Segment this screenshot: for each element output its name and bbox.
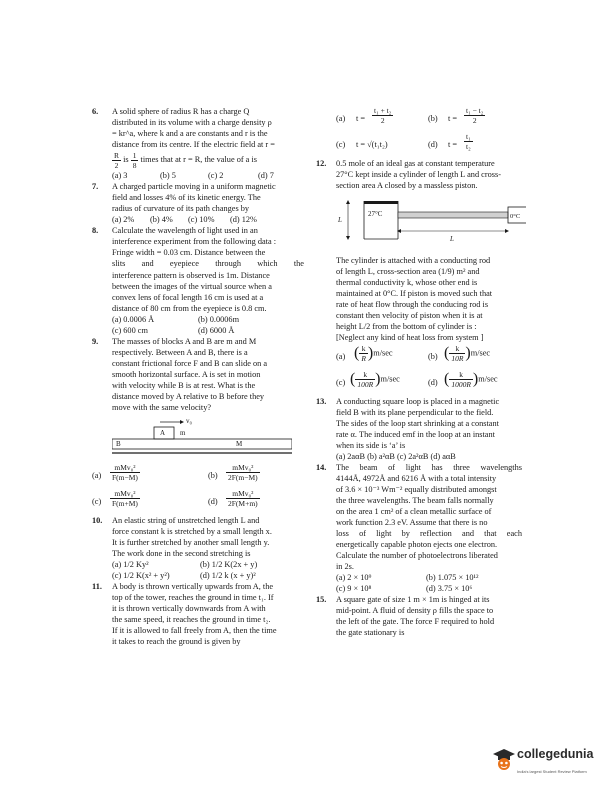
question-text: The masses of blocks A and B are m and M [112,336,257,346]
question-text: with velocity while B is at rest. What is the [112,380,256,390]
mass-M-label: M [236,440,243,449]
question-text: Calculate the wavelength of light used in an [112,226,258,236]
brand-tagline: India's largest Student Review Platform [517,769,587,774]
answer-options [92,463,304,489]
question-8 [92,225,304,335]
option-b: ( $\frac{k}{10R}$ )m/sec [444,343,491,363]
question-text: the gate stationary is [336,628,405,638]
cylinder-temp-label: 27°C [368,210,383,219]
option-d: (d) 1/2 k (x + y)² [200,571,256,581]
question-number: 10. [92,516,103,526]
blocks-figure [112,415,304,463]
question-10 [92,515,304,581]
option-d-prefix: t = [448,140,458,149]
question-text: in 2s. [336,562,354,572]
collegedunia-logo[interactable] [493,743,603,779]
question-text: top of the tower, reaches the ground in time t₁. If [112,593,274,603]
question-text: constant frictional force F and B can slide on a [112,358,268,368]
answer-options [316,132,522,158]
option-d: mMv₀² 2F(M+m) [228,489,258,509]
question-text: distributed in its volume with a charge density ρ [112,118,272,128]
option-a: ( $\frac{k}{R}$ )m/sec [354,343,393,363]
question-12 [316,158,522,396]
answer-options: (a) 2aαB (b) a²αB (c) 2a²αB (d) aαB [336,451,456,461]
option-b-label: (b) [428,351,438,361]
question-number: 11. [92,582,102,592]
option-b: (b) 5 [160,171,176,181]
option-a-prefix: t = [356,114,366,123]
question-text: Fringe width = 0.03 cm. Distance between the [112,248,266,258]
answer-options [112,214,304,225]
length-label: L [338,216,342,225]
question-text: work function 2.3 eV. Assume that there is no [336,518,488,528]
option-c: t = √(t₁t₂) [356,140,388,149]
question-text: loss of light by reflection and that each [336,529,522,539]
answer-options [112,559,304,570]
option-a: (a) 2% [112,215,135,225]
question-number: 13. [316,396,327,406]
fraction: $\frac{R}{2}$ [114,150,120,170]
question-text: If it is allowed to fall freely from A, then the time [112,626,277,636]
brand-name: collegedunia [517,747,594,761]
velocity-label: v₀ [186,417,192,426]
option-c: (c) 9 × 10⁸ [336,584,372,594]
option-b-label: (b) [428,114,438,123]
option-a-label: (a) [336,114,346,123]
question-text: distance of 80 cm from the eyepiece is 0.8 cm. [112,303,267,313]
question-number: 14. [316,462,327,472]
question-text: The cylinder is attached with a conducting rod [336,256,491,266]
question-15 [316,594,522,638]
fraction: $\frac{1}{8}$ [132,150,137,170]
question-text: mid-point. A fluid of density ρ fills the space to [336,606,494,616]
question-text: rate α. The induced emf in the loop at an instant [336,429,495,439]
option-a: (a) 2 × 10⁹ [336,573,372,583]
question-13 [316,396,522,462]
question-text: 27°C kept inside a cylinder of length L and cross- [336,170,501,180]
question-text: A square gate of size 1 m × 1m is hinged at its [336,595,490,605]
question-text: A body is thrown vertically upwards from A, the [112,582,274,592]
question-text: height L/2 from the bottom of cylinder is : [336,322,477,332]
question-text: distance from its centre. If the electric field at r = [112,140,275,150]
answer-options [112,314,304,325]
question-text: convex lens of focal length 16 cm is used at a [112,292,264,302]
question-text: A conducting square loop is placed in a magnetic [336,396,500,406]
question-text: = kr^a, where k and a are constants and r is the [112,129,268,139]
question-number: 8. [92,226,99,236]
question-text: The beam of light has three wavelengths [336,462,522,472]
option-b: mMv₀² 2F(m−M) [228,463,258,483]
option-b-label: (b) [208,471,218,481]
option-c: (c) 10% [188,215,215,225]
option-c-label: (c) [92,497,102,507]
option-a: (a) 0.0006 Å [112,314,155,324]
left-column [92,106,304,648]
option-a: (a) 3 [112,171,128,181]
question-text: 4144Å, 4972Å and 6216 Å with a total intensity [336,473,497,483]
option-c: (c) 2 [208,171,224,181]
question-6 [92,106,304,181]
option-d: $\frac{\text{t₁}}{\text{t₂}}$ [466,132,471,151]
question-number: 15. [316,595,327,605]
question-text: it is thrown vertically downwards from A with [112,604,266,614]
question-text: of 3.6 × 10⁻³ Wm⁻² equally distributed amongst [336,484,497,494]
block-b-label: B [116,440,121,449]
question-text: move with the same velocity? [112,402,212,412]
answer-options [316,370,522,396]
option-b: (b) 0.0006m [198,314,240,324]
question-text: maintained at 0°C. If piston is moved such that [336,289,493,299]
question-text: radius of curvature of its path changes by [112,204,250,214]
question-text: field B with its plane perpendicular to the field. [336,407,494,417]
option-d: (d) 3.75 × 10⁶ [426,584,473,594]
option-c: mMv₀² F(m+M) [112,489,138,509]
question-text: force constant k is stretched by a small length x. [112,527,272,537]
option-d: ( $\frac{k}{1000R}$ )m/sec [444,369,498,389]
graduate-cap-icon [493,747,515,773]
question-text: [Neglect any kind of heat loss from system ] [336,333,484,343]
answer-options [336,583,522,594]
question-text: energetically capable photon ejects one electron. [336,540,498,550]
question-number: 7. [92,182,99,192]
answer-options [316,106,522,132]
mass-m-label: m [180,429,186,438]
question-text: $\frac{R}{2}$ is $\frac{1}{8}$ times that at r = R, the value of a is [114,150,257,170]
question-text: when its side is ‘a’ is [336,440,406,450]
option-a-label: (a) [92,471,102,481]
question-text: the same speed, it reaches the ground in time t₂. [112,615,271,625]
question-text: slits and eyepiece through which the [112,259,304,269]
question-number: 6. [92,107,99,116]
option-d: (d) 6000 Å [198,325,235,335]
option-c: (c) 1/2 K(x² + y²) [112,571,170,581]
option-c: ( $\frac{k}{100R}$ )m/sec [350,369,400,389]
question-text: The work done in the second stretching is [112,549,251,559]
question-text: The sides of the loop start shrinking at a constant [336,418,499,428]
question-text: constant then velocity of piston when it is at [336,311,483,321]
question-text: A charged particle moving in a uniform magnetic [112,182,276,192]
option-d: (d) 7 [258,171,274,181]
right-column [316,106,522,638]
option-d-label: (d) [428,140,438,149]
option-b: (b) 1.075 × 10¹² [426,573,479,583]
question-text: the three wavelengths. The beam falls normally [336,495,494,505]
option-c: (c) 600 cm [112,325,148,335]
option-d: (d) 12% [230,215,257,225]
question-number: 12. [316,159,327,168]
block-a-label: A [160,429,166,438]
rod-end-temp-label: 0°C [510,213,521,221]
cylinder-figure [336,195,522,255]
answer-options [112,325,304,336]
option-a: (a) 1/2 Ky² [112,560,149,570]
question-text: interference pattern is observed is 1m. Distance [112,270,270,280]
question-11-options [316,106,522,158]
question-14 [316,462,522,594]
cylinder-diagram [336,195,526,255]
answer-options [112,170,304,181]
question-7 [92,181,304,225]
question-text: it takes to reach the ground is given by [112,637,241,647]
rod-length-label: L [450,235,454,244]
question-text: 0.5 mole of an ideal gas at constant temperature [336,159,495,168]
option-a-label: (a) [336,351,346,361]
question-text: rate of heat flow through the conducing rod is [336,300,489,310]
answer-options [92,489,304,515]
question-text: respectively. Between A and B, there is a [112,347,248,357]
option-c-label: (c) [336,377,346,387]
blocks-diagram [112,415,292,463]
option-b: (b) 4% [150,215,173,225]
question-text: It is further stretched by another small length y. [112,538,270,548]
question-text: Calculate the number of photoelectrons liberated [336,551,498,561]
question-text: between the images of the virtual source when a [112,281,272,291]
question-9 [92,336,304,515]
answer-options [112,570,304,581]
question-text: thermal conductivity k, whose other end is [336,278,478,288]
question-text: of length L, cross-section area (1/9) m² and [336,267,480,277]
question-text: the left of the gate. The force F required to hold [336,617,495,627]
answer-options [336,572,522,583]
question-text: section area A closed by a massless piston. [336,181,478,191]
question-11 [92,581,304,647]
option-a: $\frac{\text{t₁ + t₂}}{2}$ [374,106,392,125]
answer-options [316,344,522,370]
option-b: (b) 1/2 K(2x + y) [200,560,258,570]
option-c-label: (c) [336,140,346,149]
question-text: field and losses 4% of its kinetic energy. The [112,193,261,203]
question-number: 9. [92,336,99,346]
question-text: interference experiment from the following data : [112,237,277,247]
question-text: A solid sphere of radius R has a charge Q [112,107,250,116]
question-text: on the area 1 cm² of a clean metallic surface of [336,506,492,516]
question-text: distance moved by A relative to B before they [112,391,265,401]
option-a: mMv₀² F(m−M) [112,463,138,483]
question-text: An elastic string of unstretched length L and [112,516,260,526]
question-text: smooth horizontal surface. A is set in motion [112,369,261,379]
option-b: $\frac{\text{t₁ − t₂}}{2}$ [466,106,484,125]
option-d-label: (d) [208,497,218,507]
option-b-prefix: t = [448,114,458,123]
option-d-label: (d) [428,377,438,387]
